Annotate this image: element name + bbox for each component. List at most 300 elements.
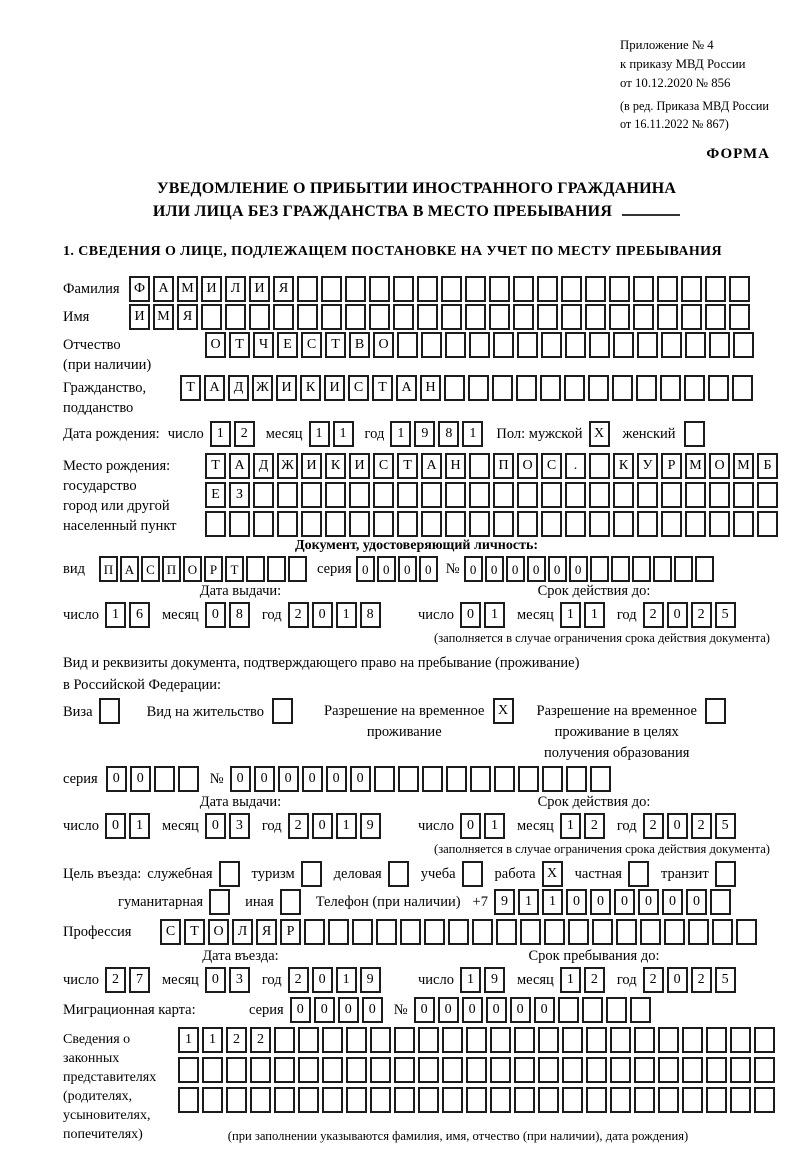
char-box[interactable]: Ж — [277, 453, 298, 479]
char-box[interactable]: 2 — [288, 813, 309, 839]
char-box[interactable] — [537, 304, 558, 330]
char-box[interactable]: 1 — [178, 1027, 199, 1053]
char-box[interactable] — [321, 276, 342, 302]
char-box[interactable] — [565, 511, 586, 537]
char-box[interactable]: И — [301, 453, 322, 479]
char-box[interactable] — [421, 511, 442, 537]
char-box[interactable] — [706, 1057, 727, 1083]
char-box[interactable] — [733, 511, 754, 537]
char-box[interactable]: Б — [757, 453, 778, 479]
char-box[interactable] — [99, 698, 120, 724]
char-box[interactable]: 1 — [336, 602, 357, 628]
char-box[interactable] — [613, 332, 634, 358]
char-box[interactable]: Л — [225, 276, 246, 302]
char-box[interactable] — [297, 304, 318, 330]
char-box[interactable] — [637, 482, 658, 508]
char-box[interactable] — [561, 304, 582, 330]
char-box[interactable] — [370, 1087, 391, 1113]
char-box[interactable]: 5 — [715, 813, 736, 839]
char-box[interactable]: 1 — [484, 602, 505, 628]
char-box[interactable] — [657, 304, 678, 330]
char-box[interactable] — [709, 332, 730, 358]
char-box[interactable]: М — [733, 453, 754, 479]
char-box[interactable] — [272, 698, 293, 724]
char-box[interactable] — [634, 1057, 655, 1083]
char-box[interactable]: 9 — [360, 967, 381, 993]
char-box[interactable]: Д — [253, 453, 274, 479]
char-box[interactable]: 0 — [290, 997, 311, 1023]
char-box[interactable] — [592, 919, 613, 945]
char-box[interactable]: 0 — [205, 967, 226, 993]
char-box[interactable]: П — [162, 556, 181, 582]
char-box[interactable] — [610, 1087, 631, 1113]
char-box[interactable]: 0 — [460, 602, 481, 628]
char-box[interactable]: Т — [205, 453, 226, 479]
char-box[interactable]: З — [229, 482, 250, 508]
char-box[interactable]: 0 — [485, 556, 504, 582]
char-box[interactable]: 0 — [254, 766, 275, 792]
char-box[interactable] — [494, 766, 515, 792]
char-box[interactable]: 0 — [312, 813, 333, 839]
char-box[interactable]: П — [493, 453, 514, 479]
char-box[interactable] — [322, 1087, 343, 1113]
char-box[interactable]: 2 — [691, 602, 712, 628]
char-box[interactable] — [586, 1027, 607, 1053]
char-box[interactable]: О — [183, 556, 202, 582]
char-box[interactable] — [469, 453, 490, 479]
char-box[interactable] — [229, 511, 250, 537]
char-box[interactable] — [658, 1087, 679, 1113]
char-box[interactable] — [442, 1027, 463, 1053]
char-box[interactable] — [448, 919, 469, 945]
char-box[interactable] — [397, 482, 418, 508]
char-box[interactable] — [589, 511, 610, 537]
char-box[interactable]: 0 — [686, 889, 707, 915]
char-box[interactable] — [352, 919, 373, 945]
char-box[interactable]: Ф — [129, 276, 150, 302]
char-box[interactable]: X — [542, 861, 563, 887]
char-box[interactable] — [394, 1027, 415, 1053]
char-box[interactable] — [253, 511, 274, 537]
char-box[interactable] — [393, 276, 414, 302]
char-box[interactable] — [209, 889, 230, 915]
char-box[interactable] — [298, 1087, 319, 1113]
char-box[interactable] — [661, 482, 682, 508]
char-box[interactable]: X — [493, 698, 514, 724]
char-box[interactable]: 0 — [205, 602, 226, 628]
char-box[interactable] — [246, 556, 265, 582]
char-box[interactable]: 2 — [643, 813, 664, 839]
char-box[interactable] — [346, 1027, 367, 1053]
char-box[interactable]: 2 — [691, 813, 712, 839]
char-box[interactable]: О — [517, 453, 538, 479]
char-box[interactable] — [562, 1027, 583, 1053]
char-box[interactable] — [613, 511, 634, 537]
char-box[interactable]: 1 — [584, 602, 605, 628]
char-box[interactable] — [658, 1027, 679, 1053]
char-box[interactable] — [397, 511, 418, 537]
char-box[interactable] — [201, 304, 222, 330]
char-box[interactable] — [301, 482, 322, 508]
char-box[interactable] — [442, 1057, 463, 1083]
char-box[interactable] — [346, 1087, 367, 1113]
char-box[interactable] — [518, 766, 539, 792]
char-box[interactable]: Р — [280, 919, 301, 945]
char-box[interactable]: 2 — [643, 967, 664, 993]
char-box[interactable] — [304, 919, 325, 945]
char-box[interactable] — [685, 332, 706, 358]
char-box[interactable]: И — [129, 304, 150, 330]
char-box[interactable] — [465, 276, 486, 302]
char-box[interactable] — [297, 276, 318, 302]
char-box[interactable] — [732, 375, 753, 401]
char-box[interactable] — [397, 332, 418, 358]
char-box[interactable]: . — [565, 453, 586, 479]
char-box[interactable] — [322, 1027, 343, 1053]
char-box[interactable] — [373, 511, 394, 537]
char-box[interactable]: 0 — [302, 766, 323, 792]
char-box[interactable]: 1 — [460, 967, 481, 993]
char-box[interactable]: 0 — [462, 997, 483, 1023]
char-box[interactable] — [280, 889, 301, 915]
char-box[interactable]: Р — [661, 453, 682, 479]
char-box[interactable] — [496, 919, 517, 945]
char-box[interactable]: 0 — [614, 889, 635, 915]
char-box[interactable] — [633, 304, 654, 330]
char-box[interactable] — [754, 1027, 775, 1053]
char-box[interactable] — [288, 556, 307, 582]
char-box[interactable]: 0 — [667, 813, 688, 839]
char-box[interactable] — [442, 1087, 463, 1113]
char-box[interactable] — [345, 304, 366, 330]
char-box[interactable] — [274, 1027, 295, 1053]
char-box[interactable]: 0 — [312, 602, 333, 628]
char-box[interactable] — [633, 276, 654, 302]
char-box[interactable] — [249, 304, 270, 330]
char-box[interactable]: 2 — [691, 967, 712, 993]
char-box[interactable] — [684, 421, 705, 447]
char-box[interactable] — [736, 919, 757, 945]
char-box[interactable]: 8 — [229, 602, 250, 628]
char-box[interactable] — [537, 276, 558, 302]
char-box[interactable]: А — [229, 453, 250, 479]
char-box[interactable]: У — [637, 453, 658, 479]
char-box[interactable]: 1 — [202, 1027, 223, 1053]
char-box[interactable] — [585, 304, 606, 330]
char-box[interactable] — [634, 1027, 655, 1053]
char-box[interactable] — [322, 1057, 343, 1083]
char-box[interactable] — [273, 304, 294, 330]
char-box[interactable] — [661, 511, 682, 537]
char-box[interactable]: Е — [205, 482, 226, 508]
char-box[interactable] — [565, 482, 586, 508]
char-box[interactable] — [657, 276, 678, 302]
char-box[interactable]: И — [201, 276, 222, 302]
char-box[interactable] — [568, 919, 589, 945]
char-box[interactable]: О — [208, 919, 229, 945]
char-box[interactable]: 7 — [129, 967, 150, 993]
char-box[interactable]: 9 — [484, 967, 505, 993]
char-box[interactable]: А — [421, 453, 442, 479]
char-box[interactable] — [706, 1087, 727, 1113]
char-box[interactable] — [540, 375, 561, 401]
char-box[interactable] — [516, 375, 537, 401]
char-box[interactable] — [609, 304, 630, 330]
char-box[interactable]: 0 — [566, 889, 587, 915]
char-box[interactable] — [226, 1057, 247, 1083]
char-box[interactable] — [202, 1057, 223, 1083]
char-box[interactable]: Т — [372, 375, 393, 401]
char-box[interactable] — [733, 482, 754, 508]
char-box[interactable] — [613, 482, 634, 508]
char-box[interactable]: М — [153, 304, 174, 330]
char-box[interactable] — [490, 1027, 511, 1053]
char-box[interactable]: Т — [397, 453, 418, 479]
char-box[interactable] — [469, 511, 490, 537]
char-box[interactable] — [590, 556, 609, 582]
char-box[interactable] — [542, 766, 563, 792]
char-box[interactable] — [634, 1087, 655, 1113]
char-box[interactable]: 9 — [494, 889, 515, 915]
char-box[interactable] — [298, 1027, 319, 1053]
char-box[interactable]: О — [373, 332, 394, 358]
char-box[interactable] — [541, 511, 562, 537]
char-box[interactable] — [637, 511, 658, 537]
char-box[interactable]: Н — [445, 453, 466, 479]
char-box[interactable] — [202, 1087, 223, 1113]
char-box[interactable] — [688, 919, 709, 945]
char-box[interactable] — [705, 276, 726, 302]
char-box[interactable]: С — [141, 556, 160, 582]
char-box[interactable] — [277, 482, 298, 508]
char-box[interactable] — [640, 919, 661, 945]
char-box[interactable]: 1 — [336, 967, 357, 993]
char-box[interactable] — [492, 375, 513, 401]
char-box[interactable]: 1 — [560, 967, 581, 993]
char-box[interactable]: 2 — [643, 602, 664, 628]
char-box[interactable]: 8 — [438, 421, 459, 447]
char-box[interactable] — [418, 1057, 439, 1083]
char-box[interactable] — [709, 482, 730, 508]
char-box[interactable] — [684, 375, 705, 401]
char-box[interactable]: 1 — [309, 421, 330, 447]
char-box[interactable] — [632, 556, 651, 582]
char-box[interactable]: А — [396, 375, 417, 401]
char-box[interactable] — [490, 1057, 511, 1083]
char-box[interactable] — [658, 1057, 679, 1083]
char-box[interactable] — [398, 766, 419, 792]
char-box[interactable]: 3 — [229, 967, 250, 993]
char-box[interactable] — [586, 1057, 607, 1083]
char-box[interactable]: 0 — [438, 997, 459, 1023]
char-box[interactable]: 0 — [486, 997, 507, 1023]
char-box[interactable] — [538, 1027, 559, 1053]
char-box[interactable] — [513, 304, 534, 330]
char-box[interactable]: 0 — [356, 556, 375, 582]
char-box[interactable] — [466, 1027, 487, 1053]
char-box[interactable] — [589, 453, 610, 479]
char-box[interactable]: 0 — [338, 997, 359, 1023]
char-box[interactable]: И — [276, 375, 297, 401]
char-box[interactable] — [445, 482, 466, 508]
char-box[interactable] — [517, 482, 538, 508]
char-box[interactable]: 1 — [542, 889, 563, 915]
char-box[interactable] — [730, 1057, 751, 1083]
char-box[interactable]: 0 — [548, 556, 567, 582]
char-box[interactable] — [609, 276, 630, 302]
char-box[interactable] — [219, 861, 240, 887]
char-box[interactable]: И — [249, 276, 270, 302]
char-box[interactable] — [681, 304, 702, 330]
char-box[interactable]: 1 — [105, 602, 126, 628]
char-box[interactable]: С — [160, 919, 181, 945]
char-box[interactable] — [705, 304, 726, 330]
char-box[interactable] — [374, 766, 395, 792]
char-box[interactable]: А — [120, 556, 139, 582]
char-box[interactable] — [517, 511, 538, 537]
char-box[interactable] — [349, 511, 370, 537]
char-box[interactable]: Т — [180, 375, 201, 401]
char-box[interactable] — [589, 332, 610, 358]
char-box[interactable]: 0 — [130, 766, 151, 792]
char-box[interactable] — [729, 276, 750, 302]
char-box[interactable] — [468, 375, 489, 401]
char-box[interactable] — [588, 375, 609, 401]
char-box[interactable]: А — [204, 375, 225, 401]
char-box[interactable] — [706, 1027, 727, 1053]
char-box[interactable] — [538, 1057, 559, 1083]
char-box[interactable]: 1 — [560, 813, 581, 839]
char-box[interactable]: М — [685, 453, 706, 479]
char-box[interactable] — [611, 556, 630, 582]
char-box[interactable] — [277, 511, 298, 537]
char-box[interactable]: И — [349, 453, 370, 479]
char-box[interactable] — [582, 997, 603, 1023]
char-box[interactable]: 1 — [518, 889, 539, 915]
char-box[interactable]: 1 — [129, 813, 150, 839]
char-box[interactable] — [469, 332, 490, 358]
char-box[interactable] — [325, 482, 346, 508]
char-box[interactable]: 0 — [205, 813, 226, 839]
char-box[interactable]: М — [177, 276, 198, 302]
char-box[interactable] — [685, 482, 706, 508]
char-box[interactable] — [417, 304, 438, 330]
char-box[interactable] — [730, 1087, 751, 1113]
char-box[interactable]: 0 — [312, 967, 333, 993]
char-box[interactable] — [462, 861, 483, 887]
char-box[interactable]: 0 — [377, 556, 396, 582]
char-box[interactable]: 0 — [527, 556, 546, 582]
char-box[interactable] — [610, 1027, 631, 1053]
char-box[interactable]: Л — [232, 919, 253, 945]
char-box[interactable] — [493, 482, 514, 508]
char-box[interactable] — [489, 304, 510, 330]
char-box[interactable] — [446, 766, 467, 792]
char-box[interactable] — [325, 511, 346, 537]
char-box[interactable] — [321, 304, 342, 330]
char-box[interactable]: С — [348, 375, 369, 401]
char-box[interactable] — [376, 919, 397, 945]
char-box[interactable] — [558, 997, 579, 1023]
char-box[interactable]: Т — [225, 556, 244, 582]
char-box[interactable]: 1 — [462, 421, 483, 447]
char-box[interactable] — [345, 276, 366, 302]
char-box[interactable]: 0 — [506, 556, 525, 582]
char-box[interactable] — [517, 332, 538, 358]
char-box[interactable] — [394, 1057, 415, 1083]
char-box[interactable] — [373, 482, 394, 508]
char-box[interactable] — [730, 1027, 751, 1053]
char-box[interactable] — [562, 1057, 583, 1083]
char-box[interactable] — [538, 1087, 559, 1113]
char-box[interactable] — [370, 1027, 391, 1053]
char-box[interactable] — [394, 1087, 415, 1113]
char-box[interactable] — [472, 919, 493, 945]
char-box[interactable] — [653, 556, 672, 582]
char-box[interactable]: И — [324, 375, 345, 401]
char-box[interactable] — [418, 1087, 439, 1113]
char-box[interactable]: Ч — [253, 332, 274, 358]
char-box[interactable]: 0 — [414, 997, 435, 1023]
char-box[interactable]: 0 — [314, 997, 335, 1023]
char-box[interactable] — [301, 861, 322, 887]
char-box[interactable] — [754, 1057, 775, 1083]
char-box[interactable] — [682, 1027, 703, 1053]
char-box[interactable] — [514, 1027, 535, 1053]
char-box[interactable]: П — [99, 556, 118, 582]
char-box[interactable]: 0 — [667, 967, 688, 993]
char-box[interactable] — [660, 375, 681, 401]
char-box[interactable] — [470, 766, 491, 792]
char-box[interactable] — [274, 1087, 295, 1113]
char-box[interactable] — [709, 511, 730, 537]
char-box[interactable] — [267, 556, 286, 582]
char-box[interactable] — [421, 332, 442, 358]
char-box[interactable]: 6 — [129, 602, 150, 628]
char-box[interactable]: 2 — [105, 967, 126, 993]
char-box[interactable] — [612, 375, 633, 401]
char-box[interactable]: С — [541, 453, 562, 479]
char-box[interactable] — [561, 276, 582, 302]
char-box[interactable]: 8 — [360, 602, 381, 628]
char-box[interactable] — [250, 1087, 271, 1113]
char-box[interactable] — [541, 332, 562, 358]
char-box[interactable]: 0 — [662, 889, 683, 915]
char-box[interactable]: 2 — [584, 967, 605, 993]
char-box[interactable] — [400, 919, 421, 945]
char-box[interactable]: 0 — [230, 766, 251, 792]
char-box[interactable] — [178, 766, 199, 792]
char-box[interactable] — [695, 556, 714, 582]
char-box[interactable]: С — [301, 332, 322, 358]
char-box[interactable] — [710, 889, 731, 915]
char-box[interactable]: 2 — [250, 1027, 271, 1053]
char-box[interactable]: 5 — [715, 602, 736, 628]
char-box[interactable]: О — [709, 453, 730, 479]
char-box[interactable]: О — [205, 332, 226, 358]
char-box[interactable]: 5 — [715, 967, 736, 993]
char-box[interactable]: Ж — [252, 375, 273, 401]
char-box[interactable]: 1 — [390, 421, 411, 447]
char-box[interactable] — [225, 304, 246, 330]
char-box[interactable]: 1 — [336, 813, 357, 839]
char-box[interactable] — [250, 1057, 271, 1083]
char-box[interactable] — [274, 1057, 295, 1083]
char-box[interactable]: 0 — [638, 889, 659, 915]
char-box[interactable] — [445, 332, 466, 358]
char-box[interactable] — [369, 276, 390, 302]
char-box[interactable] — [441, 304, 462, 330]
